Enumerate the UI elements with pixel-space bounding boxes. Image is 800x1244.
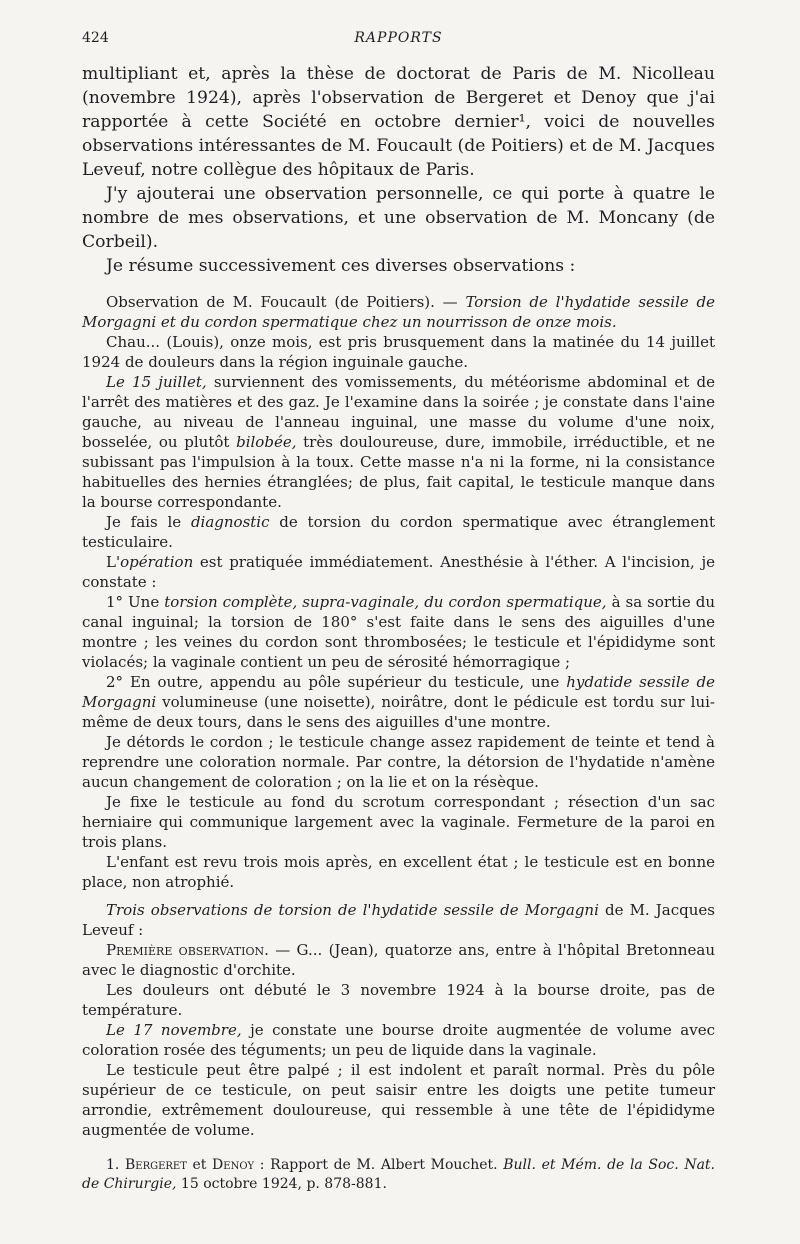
observation-foucault [82, 292, 715, 1140]
footnotes [82, 1156, 715, 1194]
intro-paragraph: Je résume successivement ces diverses observations : [106, 256, 576, 276]
body-paragraph: Je détords le cordon ; le testicule change assez rapidement de teinte et tend à reprendre une coloration normale. Par contre, la détorsion de l'hydatide n'amène aucun changement de coloration ; on la lie et on la résèque. [82, 733, 715, 791]
body-paragraph: Je fixe le testicule au fond du scrotum correspondant ; résection d'un sac herniaire qui communique largement avec la vaginale. Fermeture de la paroi en trois plans. [82, 793, 715, 851]
body-paragraph: 1° Une torsion complète, supra-vaginale, du cordon spermatique, à sa sortie du canal inguinal; la torsion de 180° s'est faite dans le sens des aiguilles d'une montre ; les veines du cordon sont thrombosées; le testicule et l'épididyme sont violacés; la vaginale contient un peu de sérosité hémorragique ; [82, 593, 715, 671]
page [82, 26, 715, 1194]
body-paragraph: L'enfant est revu trois mois après, en excellent état ; le testicule est en bonne place, non atrophié. [82, 853, 715, 891]
running-title: RAPPORTS [354, 30, 443, 46]
intro-paragraph: J'y ajouterai une observation personnelle, ce qui porte à quatre le nombre de mes observations, et une observation de M. Moncany (de Corbeil). [82, 184, 715, 252]
body-paragraph: Les douleurs ont débuté le 3 novembre 1924 à la bourse droite, pas de température. [82, 981, 715, 1019]
footnote: 1. Bergeret et Denoy : Rapport de M. Albert Mouchet. Bull. et Mém. de la Soc. Nat. de Chirurgie, 15 octobre 1924, p. 878-881. [82, 1157, 715, 1192]
page-header [82, 26, 715, 48]
body-paragraph: Chau... (Louis), onze mois, est pris brusquement dans la matinée du 14 juillet 1924 de douleurs dans la région inguinale gauche. [82, 333, 715, 371]
page-number: 424 [82, 30, 109, 46]
observation-heading: Observation de M. Foucault (de Poitiers). — Torsion de l'hydatide sessile de Morgagni et du cordon spermatique chez un nourrisson de onze mois. [82, 293, 715, 331]
body-paragraph: Le testicule peut être palpé ; il est indolent et paraît normal. Près du pôle supérieur de ce testicule, on peut saisir entre les doigts une petite tumeur arrondie, extrêmement douloureuse, qui ressemble à une tête de l'épididyme augmentée de volume. [82, 1061, 715, 1139]
body-paragraph: 2° En outre, appendu au pôle supérieur du testicule, une hydatide sessile de Morgagni volumineuse (une noisette), noirâtre, dont le pédicule est tordu sur lui-même de deux tours, dans le sens des aiguilles d'une montre. [82, 673, 715, 731]
body-paragraph: Le 17 novembre, je constate une bourse droite augmentée de volume avec coloration rosée des téguments; un peu de liquide dans la vaginale. [82, 1021, 715, 1059]
observation-heading: Trois observations de torsion de l'hydatide sessile de Morgagni de M. Jacques Leveuf : [82, 901, 715, 939]
body-paragraph: Le 15 juillet, surviennent des vomissements, du météorisme abdominal et de l'arrêt des matières et des gaz. Je l'examine dans la soirée ; je constate dans l'aine gauche, au niveau de l'anneau inguinal, une masse du volume d'une noix, bosselée, ou plutôt bilobée, très douloureuse, dure, immobile, irréductible, et ne subissant pas l'impulsion à la toux. Cette masse n'a ni la forme, ni la consistance habituelles des hernies étranglées; de plus, fait capital, le testicule manque dans la bourse correspondante. [82, 373, 716, 511]
body-paragraph: L'opération est pratiquée immédiatement. Anesthésie à l'éther. A l'incision, je constate : [82, 553, 715, 591]
intro-section [82, 62, 715, 278]
intro-paragraph: multipliant et, après la thèse de doctorat de Paris de M. Nicolleau (novembre 1924), après l'observation de Bergeret et Denoy que j'ai rapportée à cette Société en octobre dernier¹, voici de nouvelles observations intéressantes de M. Foucault (de Poitiers) et de M. Jacques Leveuf, notre collègue des hôpitaux de Paris. [82, 64, 715, 180]
body-paragraph: Première observation. — G... (Jean), quatorze ans, entre à l'hôpital Bretonneau avec le diagnostic d'orchite. [82, 941, 715, 979]
body-paragraph: Je fais le diagnostic de torsion du cordon spermatique avec étranglement testiculaire. [82, 513, 715, 551]
